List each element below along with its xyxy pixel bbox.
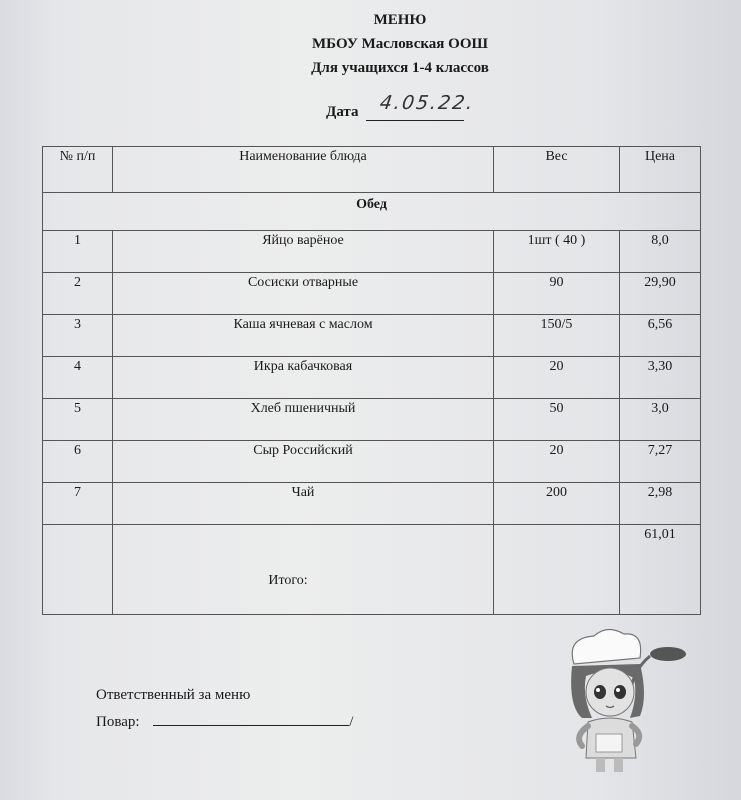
- section-row: [43, 193, 701, 231]
- document-title: МЕНЮ: [373, 12, 427, 28]
- dish-weight: 200: [494, 483, 620, 525]
- column-header-number: № п/п: [43, 147, 113, 193]
- dish-name: Сыр Российский: [113, 441, 494, 483]
- cook-label: Повар:: [96, 714, 140, 730]
- dish-name: Чай: [113, 483, 494, 525]
- row-number: 2: [43, 273, 113, 315]
- dish-weight: 150/5: [494, 315, 620, 357]
- column-header-name: Наименование блюда: [113, 147, 494, 193]
- row-number: 5: [43, 399, 113, 441]
- cook-signature-line: [153, 711, 349, 726]
- dish-name: Сосиски отварные: [113, 273, 494, 315]
- date-value: 4.05.22.: [378, 92, 477, 114]
- cook-line: [96, 709, 353, 736]
- dish-name: Каша ячневая с маслом: [113, 315, 494, 357]
- section-title: Обед: [43, 193, 701, 231]
- dish-name: Хлеб пшеничный: [113, 399, 494, 441]
- dish-price: 3,30: [620, 357, 701, 399]
- dish-price: 8,0: [620, 231, 701, 273]
- row-number: 3: [43, 315, 113, 357]
- document-header: [240, 8, 560, 80]
- responsible-label: Ответственный за меню: [96, 687, 251, 703]
- dish-price: 2,98: [620, 483, 701, 525]
- total-label: Итого:: [268, 573, 308, 588]
- dish-weight: 20: [494, 357, 620, 399]
- face: [586, 668, 634, 716]
- date-label: Дата: [326, 104, 359, 120]
- dish-weight: 50: [494, 399, 620, 441]
- dish-name: Яйцо варёное: [113, 231, 494, 273]
- table-row: [43, 315, 701, 357]
- school-name: МБОУ Масловская ООШ: [312, 36, 488, 52]
- table-row: [43, 441, 701, 483]
- menu-table: [42, 146, 701, 615]
- cook-slash: /: [349, 714, 354, 730]
- table-row: [43, 231, 701, 273]
- chef-hat: [572, 629, 640, 664]
- footer-signatures: [96, 682, 353, 736]
- table-row: [43, 399, 701, 441]
- date-field: [366, 92, 477, 121]
- dish-name: Икра кабачковая: [113, 357, 494, 399]
- ladle-bowl: [650, 647, 686, 661]
- column-header-weight: Вес: [494, 147, 620, 193]
- total-price: 61,01: [620, 525, 701, 615]
- table-row: [43, 483, 701, 525]
- row-number: 6: [43, 441, 113, 483]
- dish-weight: 1шт ( 40 ): [494, 231, 620, 273]
- total-row: [43, 525, 701, 615]
- dish-price: 3,0: [620, 399, 701, 441]
- chef-girl-illustration: [552, 626, 692, 776]
- table-row: [43, 357, 701, 399]
- total-weight-cell: [494, 525, 620, 615]
- total-label-cell: [113, 525, 494, 615]
- total-empty-cell: [43, 525, 113, 615]
- dish-weight: 20: [494, 441, 620, 483]
- dish-price: 29,90: [620, 273, 701, 315]
- date-row: [326, 92, 477, 121]
- dish-weight: 90: [494, 273, 620, 315]
- audience-line: Для учащихся 1-4 классов: [311, 60, 489, 76]
- column-header-price: Цена: [620, 147, 701, 193]
- row-number: 1: [43, 231, 113, 273]
- row-number: 7: [43, 483, 113, 525]
- table-row: [43, 273, 701, 315]
- table-header-row: [43, 147, 701, 193]
- dish-price: 7,27: [620, 441, 701, 483]
- row-number: 4: [43, 357, 113, 399]
- dish-price: 6,56: [620, 315, 701, 357]
